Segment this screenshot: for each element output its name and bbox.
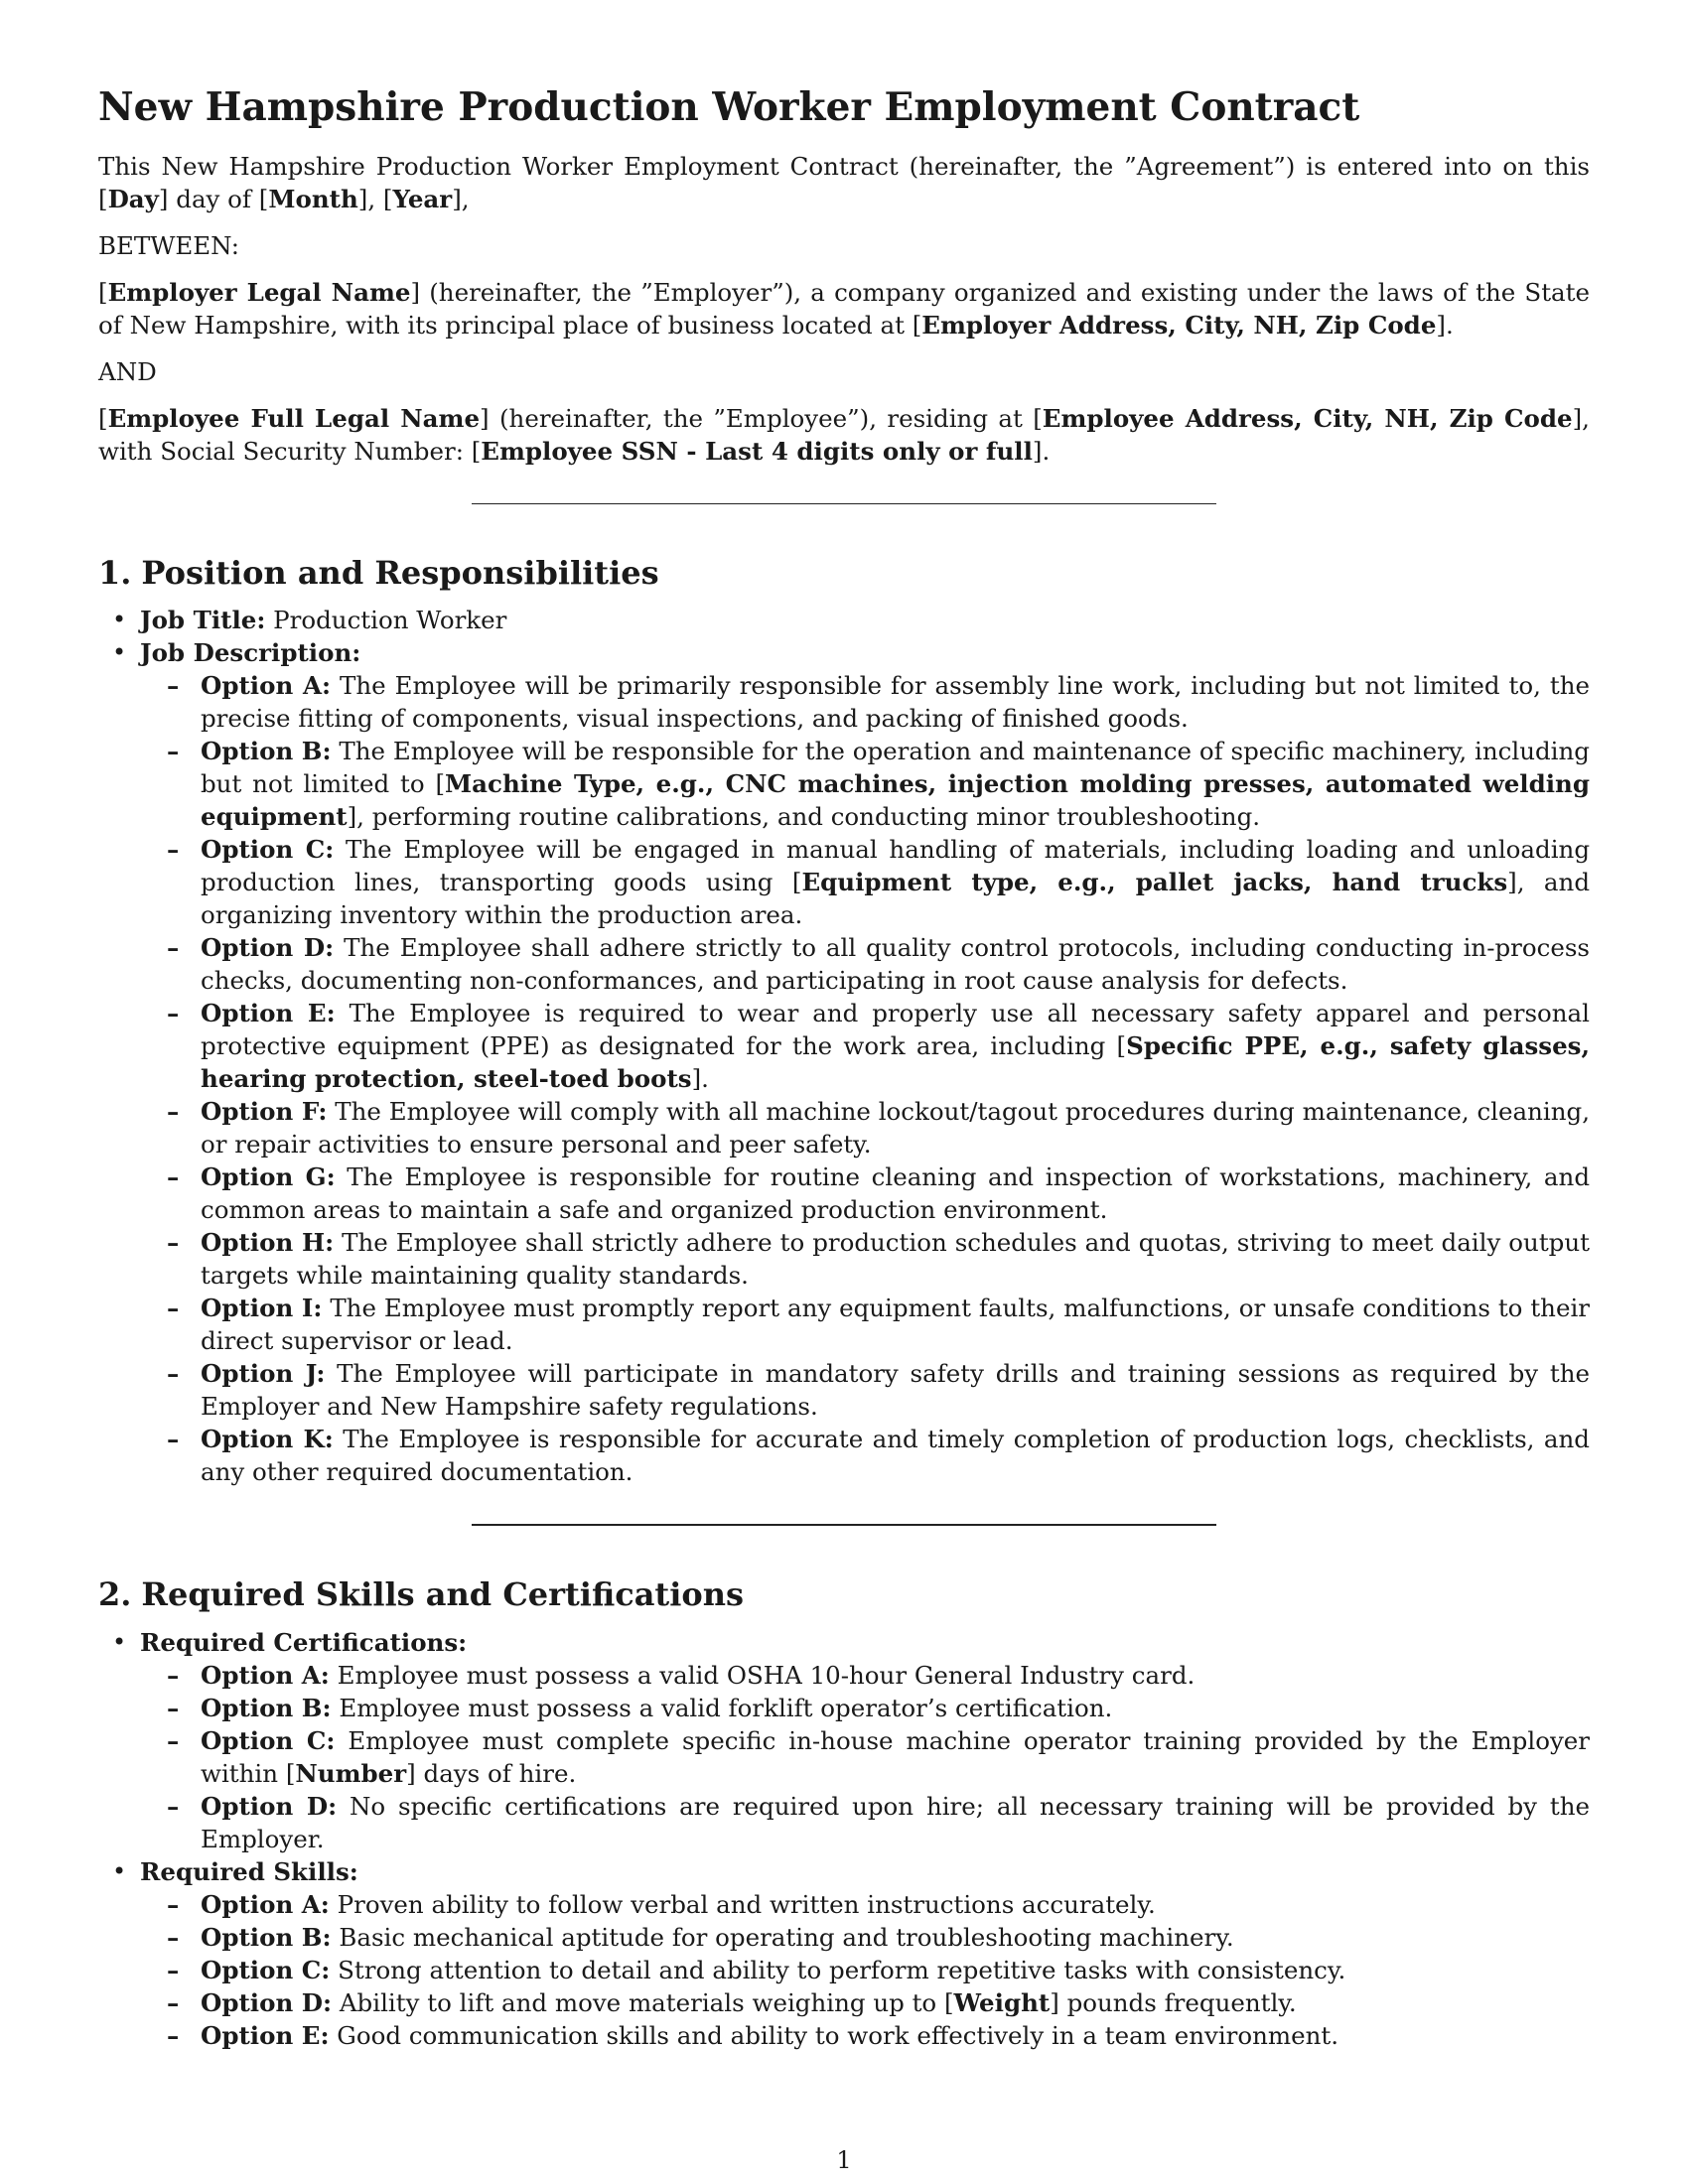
job-title-value: Production Worker: [265, 606, 507, 635]
option-item: [201, 931, 1590, 997]
job-description-label: Job Description:: [140, 638, 361, 668]
option-text: Ability to lift and move materials weighing up to [: [332, 1987, 954, 2017]
option-item: [201, 2019, 1590, 2052]
option-text: The Employee shall strictly adhere to production schedules and quotas, striving to meet daily output targets while maintaining quality standards.: [201, 1228, 1590, 1291]
job-description-options: [140, 669, 1590, 1488]
intro-text: ] day of [: [158, 184, 269, 213]
intro-paragraph: [98, 150, 1590, 215]
skill-options: [140, 1888, 1590, 2052]
option-item: [201, 1954, 1590, 1986]
option-text: The Employee will be engaged in manual handling of materials, including loading and unloading production lines, transporting goods using [: [201, 835, 1590, 897]
option-text: Employee must possess a valid forklift operator’s certification.: [331, 1693, 1113, 1722]
option-text: The Employee is required to wear and properly use all necessary safety apparel and personal protective equipment (PPE) as designated for the work area, including [: [201, 999, 1590, 1061]
document-title: New Hampshire Production Worker Employment Contract: [98, 84, 1360, 130]
option-item: [201, 1790, 1590, 1855]
option-item: [201, 1423, 1590, 1488]
option-label: Option A:: [201, 1660, 330, 1690]
option-label: Option B:: [201, 1693, 332, 1722]
employer-name-placeholder: Employer Legal Name: [107, 277, 411, 307]
section-2-heading: [98, 1575, 1590, 1613]
section-divider: [472, 503, 1216, 504]
option-item: [201, 735, 1590, 833]
employee-text: ], with Social Security Number: [: [98, 403, 1590, 466]
option-item: [201, 669, 1590, 735]
certification-options: [140, 1659, 1590, 1855]
option-item: [201, 1357, 1590, 1423]
option-item: [201, 997, 1590, 1095]
employee-address-placeholder: Employee Address, City, NH, Zip Code: [1042, 403, 1573, 433]
between-label: BETWEEN:: [98, 230, 239, 260]
option-label: Option B:: [201, 737, 332, 766]
job-title-label: Job Title:: [140, 606, 266, 635]
option-label: Option A:: [201, 1889, 330, 1919]
section-number: 2.: [98, 1575, 132, 1614]
option-text: ], performing routine calibrations, and conducting minor troubleshooting.: [347, 802, 1261, 832]
option-text: Strong attention to detail and ability to perform repetitive tasks with consistency.: [330, 1955, 1346, 1984]
option-label: Option G:: [201, 1162, 336, 1192]
option-label: Option C:: [201, 835, 335, 865]
employee-ssn-placeholder: Employee SSN - Last 4 digits only or full: [481, 436, 1033, 466]
employer-address-placeholder: Employer Address, City, NH, Zip Code: [921, 310, 1437, 340]
option-text: Employee must possess a valid OSHA 10-hour General Industry card.: [329, 1660, 1196, 1690]
employer-paragraph: [98, 276, 1590, 341]
option-text: The Employee will be responsible for the operation and maintenance of specific machinery, including but not limited to [: [201, 737, 1590, 799]
option-text: Basic mechanical aptitude for operating and troubleshooting machinery.: [331, 1922, 1234, 1952]
section-1-list: [98, 604, 1590, 1488]
option-item: [201, 1160, 1590, 1226]
intro-text: ],: [452, 184, 470, 213]
option-item: [201, 1724, 1590, 1790]
option-label: Option D:: [201, 1987, 333, 2017]
option-item: [201, 1095, 1590, 1160]
month-placeholder: Month: [268, 184, 358, 213]
option-label: Option J:: [201, 1359, 326, 1389]
option-item: [201, 833, 1590, 931]
employee-paragraph: [98, 402, 1590, 468]
option-placeholder: Number: [295, 1758, 407, 1788]
option-label: Option K:: [201, 1425, 334, 1454]
bracket: ].: [1436, 310, 1454, 340]
section-title: Position and Responsibilities: [141, 553, 659, 592]
intro-text: This New Hampshire Production Worker Employment Contract (hereinafter, the ”Agreement”) is entered into on this [: [98, 151, 1590, 213]
option-label: Option H:: [201, 1228, 335, 1258]
option-label: Option B:: [201, 1922, 332, 1952]
option-item: [201, 1292, 1590, 1357]
option-label: Option A:: [201, 671, 332, 701]
option-text: Employee must complete specific in-house machine operator training provided by the Employer within [: [201, 1725, 1591, 1788]
option-label: Option E:: [201, 2020, 330, 2050]
option-text: ] pounds frequently.: [1050, 1987, 1297, 2017]
option-item: [201, 1986, 1590, 2019]
option-text: The Employee shall adhere strictly to all quality control protocols, including conducting in-process checks, documenting non-conformances, and participating in root cause analysis for defects.: [201, 933, 1590, 996]
required-certifications-item: [140, 1626, 1590, 1855]
option-placeholder: Machine Type, e.g., CNC machines, injection molding presses, automated welding equipment: [201, 769, 1590, 832]
bracket: [: [98, 403, 108, 433]
option-label: Option I:: [201, 1294, 323, 1323]
required-certifications-label: Required Certifications:: [140, 1627, 468, 1657]
option-label: Option F:: [201, 1097, 328, 1127]
required-skills-label: Required Skills:: [140, 1856, 358, 1886]
option-text: ].: [691, 1064, 709, 1094]
page-number: 1: [836, 2146, 852, 2174]
option-text: The Employee will comply with all machine lockout/tagout procedures during maintenance, cleaning, or repair activities to ensure personal and peer safety.: [201, 1097, 1590, 1160]
bracket: [: [98, 277, 108, 307]
option-placeholder: Equipment type, e.g., pallet jacks, hand trucks: [801, 868, 1508, 897]
option-label: Option E:: [201, 999, 336, 1028]
section-2-list: [98, 1626, 1590, 2052]
employer-text: ] (hereinafter, the ”Employer”), a company organized and existing under the laws of the State of New Hampshire, with its principal place of business located at [: [98, 277, 1590, 340]
option-label: Option C:: [201, 1725, 336, 1755]
option-label: Option C:: [201, 1955, 331, 1984]
job-description-item: [140, 636, 1590, 1488]
section-1-heading: [98, 554, 1590, 592]
section-number: 1.: [98, 553, 132, 592]
option-text: The Employee will participate in mandatory safety drills and training sessions as required by the Employer and New Hampshire safety regulations.: [201, 1359, 1590, 1422]
section-divider: [472, 1524, 1216, 1526]
option-label: Option D:: [201, 1791, 338, 1821]
option-placeholder: Weight: [953, 1987, 1051, 2017]
option-label: Option D:: [201, 933, 335, 963]
intro-text: ], [: [357, 184, 393, 213]
bracket: ].: [1032, 436, 1051, 466]
option-item: [201, 1888, 1590, 1921]
option-item: [201, 1659, 1590, 1692]
option-item: [201, 1921, 1590, 1954]
option-text: The Employee will be primarily responsible for assembly line work, including but not limited to, the precise fitting of components, visual inspections, and packing of finished goods.: [201, 671, 1590, 734]
employee-text: ] (hereinafter, the ”Employee”), residing at [: [480, 403, 1043, 433]
employee-name-placeholder: Employee Full Legal Name: [107, 403, 481, 433]
required-skills-item: [140, 1855, 1590, 2052]
job-title-item: [140, 604, 1590, 636]
option-text: ], and organizing inventory within the production area.: [201, 868, 1591, 930]
option-text: Good communication skills and ability to work effectively in a team environment.: [329, 2020, 1339, 2050]
section-title: Required Skills and Certifications: [141, 1575, 744, 1614]
day-placeholder: Day: [107, 184, 159, 213]
option-text: ] days of hire.: [406, 1758, 577, 1788]
option-text: No specific certifications are required upon hire; all necessary training will be provided by the Employer.: [201, 1791, 1590, 1853]
option-item: [201, 1226, 1590, 1292]
option-text: The Employee must promptly report any equipment faults, malfunctions, or unsafe conditions to their direct supervisor or lead.: [201, 1294, 1590, 1356]
and-label: AND: [98, 356, 157, 386]
option-text: Proven ability to follow verbal and written instructions accurately.: [329, 1889, 1156, 1919]
option-item: [201, 1692, 1590, 1724]
option-text: The Employee is responsible for routine cleaning and inspection of workstations, machinery, and common areas to maintain a safe and organized production environment.: [201, 1162, 1591, 1225]
year-placeholder: Year: [392, 184, 453, 213]
option-placeholder: Specific PPE, e.g., safety glasses, hearing protection, steel-toed boots: [201, 1031, 1591, 1094]
option-text: The Employee is responsible for accurate and timely completion of production logs, checklists, and any other required documentation.: [201, 1425, 1590, 1487]
